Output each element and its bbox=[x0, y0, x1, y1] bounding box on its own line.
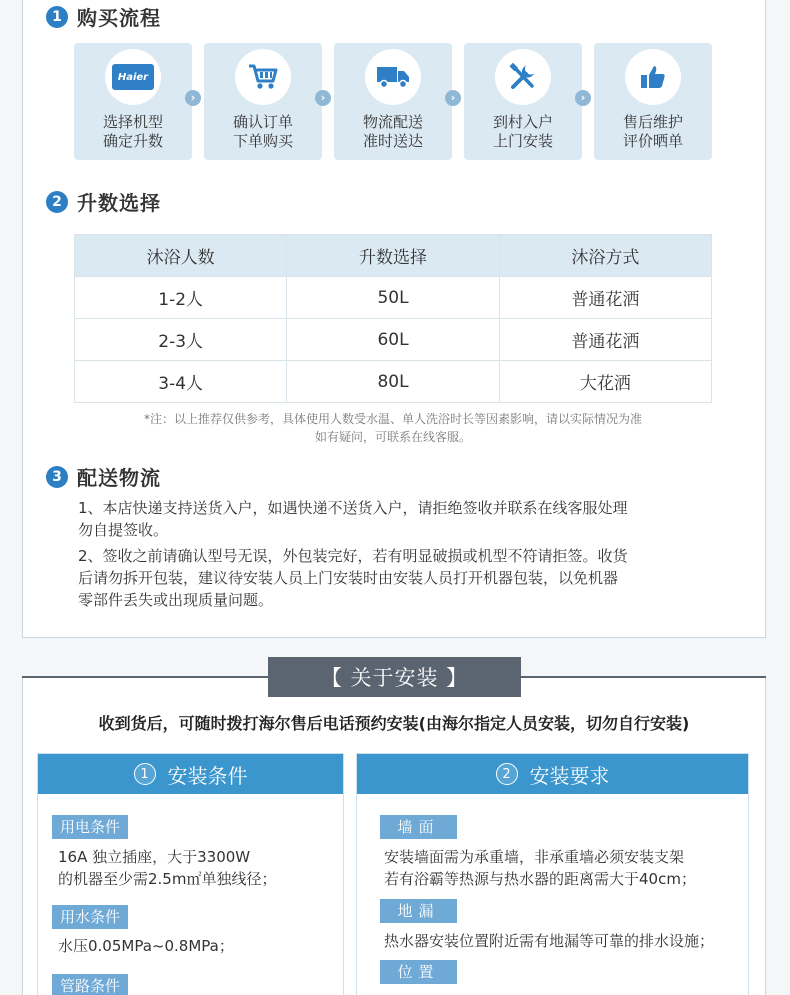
column-header: 沐浴人数 bbox=[75, 235, 287, 277]
wall-tag: 墙面 bbox=[380, 815, 457, 839]
table-row bbox=[75, 319, 712, 361]
step-label: 选择机型 bbox=[102, 113, 163, 131]
section-title: 配送物流 bbox=[77, 466, 161, 490]
about-installation-banner: 【 关于安装 】 bbox=[268, 657, 521, 697]
capacity-section-header bbox=[46, 187, 161, 216]
step-label: 上门安装 bbox=[492, 132, 553, 150]
step-after-sales bbox=[594, 43, 712, 160]
purchase-steps bbox=[74, 43, 714, 161]
table-cell: 大花洒 bbox=[499, 361, 711, 403]
water-tag: 用水条件 bbox=[52, 905, 128, 929]
chevron-right-icon: › bbox=[575, 90, 591, 106]
water-text: 水压0.05MPa~0.8MPa； bbox=[58, 937, 234, 955]
chevron-right-icon: › bbox=[315, 90, 331, 106]
position-tag: 位置 bbox=[380, 960, 457, 984]
step-label: 确认订单 bbox=[232, 113, 293, 131]
step-installation bbox=[464, 43, 582, 160]
thumbs-up-icon bbox=[625, 49, 681, 105]
capacity-note: *注：以上推荐仅供参考，具体使用人数受水温、单人洗浴时长等因素影响，请以实际情况为准 如有疑问，可联系在线客服。 bbox=[143, 412, 642, 444]
table-cell: 普通花洒 bbox=[499, 319, 711, 361]
haier-logo-icon: Haier bbox=[105, 49, 161, 105]
step-label: 准时送达 bbox=[362, 132, 423, 150]
installation-requirements-card bbox=[356, 753, 749, 995]
step-label: 物流配送 bbox=[362, 113, 423, 131]
section-number: 3 bbox=[46, 466, 68, 488]
card-header bbox=[357, 754, 748, 794]
card-title: 安装要求 bbox=[529, 763, 610, 788]
shopping-cart-icon bbox=[235, 49, 291, 105]
delivery-truck-icon bbox=[365, 49, 421, 105]
drain-text: 热水器安装位置附近需有地漏等可靠的排水设施； bbox=[384, 932, 715, 950]
step-label: 确定升数 bbox=[102, 132, 163, 150]
table-cell: 80L bbox=[287, 361, 499, 403]
column-header: 升数选择 bbox=[287, 235, 499, 277]
logistics-paragraph-1: 1、本店快递支持送货入户，如遇快递不送货入户，请拒绝签收并联系在线客服处理 勿自提签收。 bbox=[78, 499, 628, 539]
purchase-section-header bbox=[46, 2, 161, 31]
step-label: 下单购买 bbox=[232, 132, 293, 150]
installation-conditions-card bbox=[37, 753, 344, 995]
table-cell: 普通花洒 bbox=[499, 277, 711, 319]
table-cell: 3-4人 bbox=[75, 361, 287, 403]
pipe-tag: 管路条件 bbox=[52, 974, 128, 995]
step-label: 到村入户 bbox=[492, 113, 553, 131]
step-logistics bbox=[334, 43, 452, 160]
table-cell: 50L bbox=[287, 277, 499, 319]
table-header-row bbox=[75, 235, 712, 277]
chevron-right-icon: › bbox=[445, 90, 461, 106]
power-tag: 用电条件 bbox=[52, 815, 128, 839]
tools-icon bbox=[495, 49, 551, 105]
chevron-right-icon: › bbox=[185, 90, 201, 106]
table-row bbox=[75, 361, 712, 403]
drain-tag: 地漏 bbox=[380, 899, 457, 923]
card-number: 2 bbox=[496, 763, 518, 785]
card-title: 安装条件 bbox=[167, 763, 248, 788]
section-number: 1 bbox=[46, 6, 68, 28]
section-title: 升数选择 bbox=[77, 191, 161, 215]
table-cell: 2-3人 bbox=[75, 319, 287, 361]
table-cell: 1-2人 bbox=[75, 277, 287, 319]
wall-text: 安装墙面需为承重墙，非承重墙必须安装支架 若有浴霸等热源与热水器的距离需大于40cm； bbox=[384, 848, 696, 888]
table-cell: 60L bbox=[287, 319, 499, 361]
logistics-paragraph-2: 2、签收之前请确认型号无误，外包装完好，若有明显破损或机型不符请拒签。收货 后请勿拆开包装，建议待安装人员上门安装时由安装人员打开机器包装，以免机器 零部件丢失或出现质量问题。 bbox=[78, 547, 628, 609]
section-title: 购买流程 bbox=[77, 6, 161, 30]
section-number: 2 bbox=[46, 191, 68, 213]
column-header: 沐浴方式 bbox=[499, 235, 711, 277]
capacity-table bbox=[74, 234, 712, 403]
installation-subtitle: 收到货后，可随时拨打海尔售后电话预约安装(由海尔指定人员安装，切勿自行安装) bbox=[98, 714, 690, 733]
step-confirm-order bbox=[204, 43, 322, 160]
card-header bbox=[38, 754, 343, 794]
table-row bbox=[75, 277, 712, 319]
logistics-section-header bbox=[46, 462, 161, 491]
power-text: 16A 独立插座，大于3300W 的机器至少需2.5m㎡单独线径； bbox=[58, 848, 277, 888]
card-number: 1 bbox=[134, 763, 156, 785]
step-choose-model bbox=[74, 43, 192, 160]
step-label: 评价晒单 bbox=[622, 132, 683, 150]
step-label: 售后维护 bbox=[622, 113, 683, 131]
